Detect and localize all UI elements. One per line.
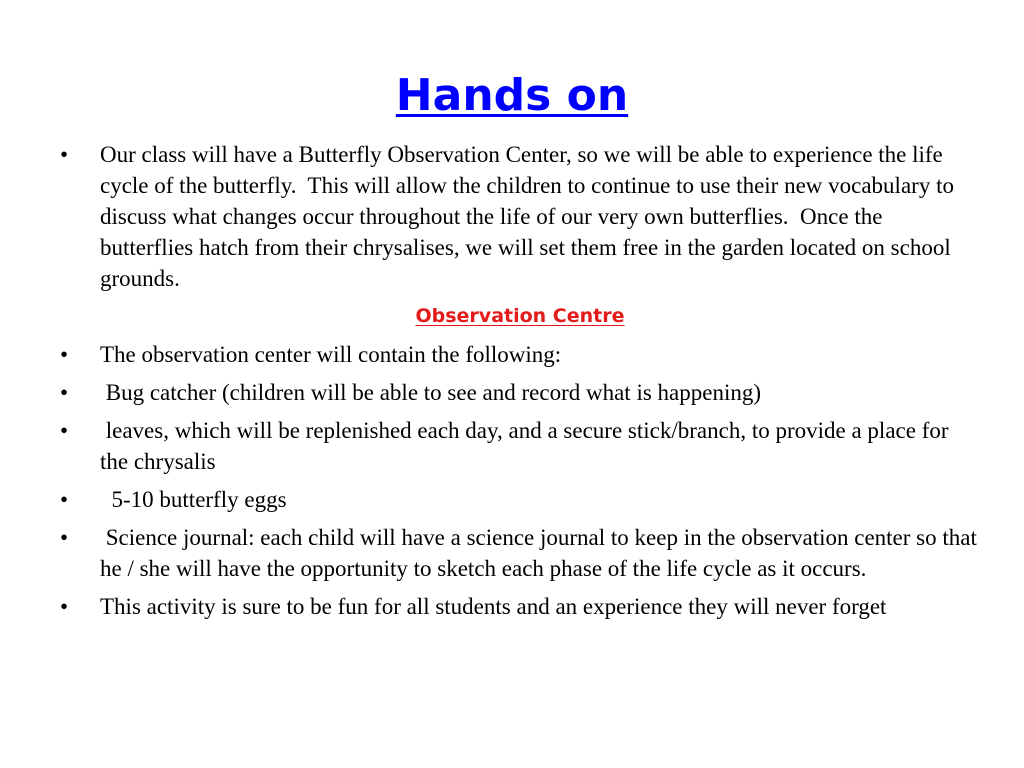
slide-title: Hands on: [395, 70, 629, 121]
bullet-contains: • The observation center will contain the following:: [60, 339, 980, 370]
slide-body: [60, 139, 983, 629]
bullet-bug-catcher: • Bug catcher (children will be able to see and record what is happening): [60, 377, 980, 408]
bullet-eggs: • 5-10 butterfly eggs: [60, 484, 980, 515]
observation-centre-heading: Observation Centre: [415, 305, 625, 327]
bullet-intro: • Our class will have a Butterfly Observation Center, so we will be able to experience the life cycle of the butterfly. This will allow the children to continue to use their new vocabulary to discuss what changes occur throughout the life of our very own butterflies. Once the butterflies hatch from their chrysalises, we will set them free in the garden located on school grounds.: [60, 139, 980, 294]
bullet-leaves: • leaves, which will be replenished each day, and a secure stick/branch, to provide a place for the chrysalis: [60, 415, 980, 477]
bullet-science-journal: • Science journal: each child will have a science journal to keep in the observation center so that he / she will have the opportunity to sketch each phase of the life cycle as it occurs.: [60, 522, 980, 584]
bullet-activity: • This activity is sure to be fun for all students and an experience they will never forget: [60, 591, 980, 622]
